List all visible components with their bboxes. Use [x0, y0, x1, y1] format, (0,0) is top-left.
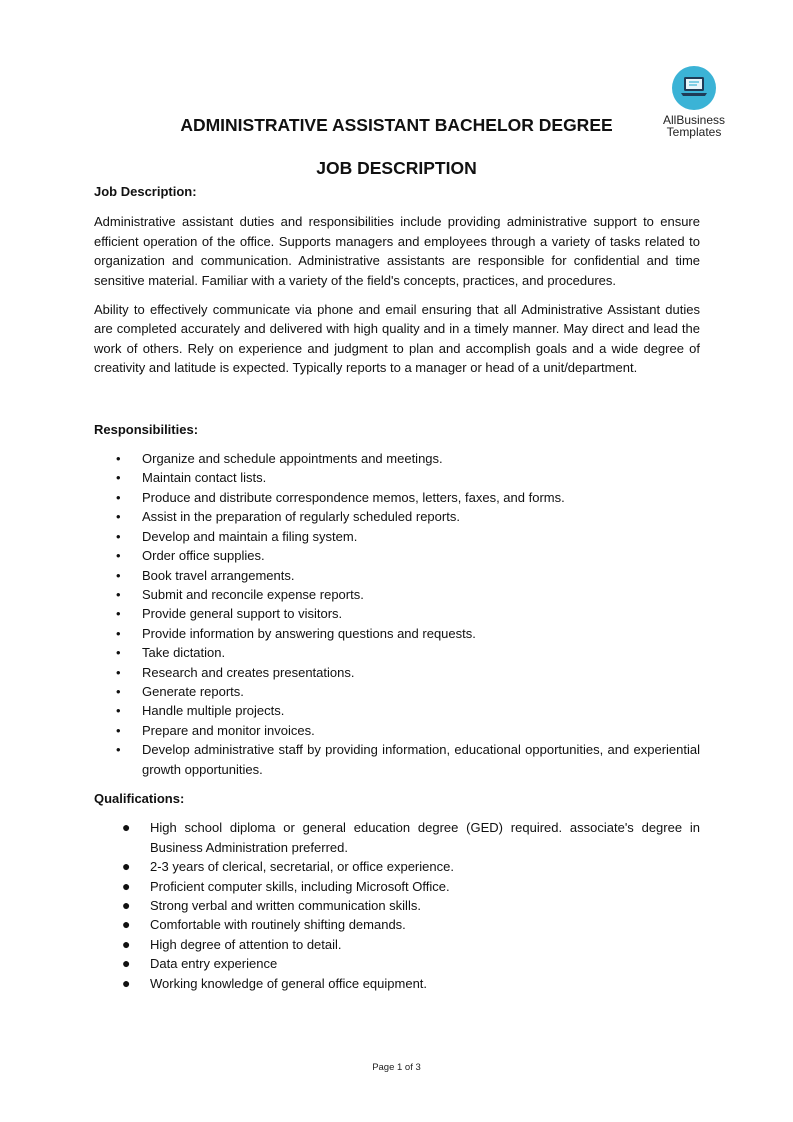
- qualifications-item: [122, 877, 700, 896]
- bullet-icon: •: [116, 451, 121, 467]
- responsibilities-item-text: Assist in the preparation of regularly scheduled reports.: [142, 509, 460, 525]
- responsibilities-heading: Responsibilities:: [94, 421, 199, 437]
- responsibilities-item: [116, 604, 700, 623]
- responsibilities-item-text: Research and creates presentations.: [142, 664, 355, 680]
- responsibilities-item: [116, 701, 700, 720]
- job-description-paragraph-2: Ability to effectively communicate via phone and email ensuring that all Administrative Assistant duties are completed accurately and delivered with high quality and in a timely manner. May direct and lead the work of others. Rely on experience and judgment to plan and accomplish goals and a wide degree of creativity and latitude is expected. Typically reports to a manager or head of a unit/department.: [94, 302, 700, 376]
- responsibilities-item-text: Organize and schedule appointments and meetings.: [142, 451, 443, 467]
- logo-line-2: Templates: [666, 125, 722, 139]
- responsibilities-item: [116, 624, 700, 643]
- bullet-icon: •: [116, 470, 121, 486]
- bullet-icon: •: [116, 606, 121, 622]
- job-description-heading: Job Description:: [94, 184, 197, 199]
- job-description-paragraph-1: Administrative assistant duties and responsibilities include providing administrative support to ensure efficient operation of the office. Supports managers and employees through a variety of tasks related to organization and communication. Administrative assistants are responsible for confidential and time sensitive material. Familiar with a variety of the field's concepts, practices, and procedures.: [94, 214, 700, 288]
- qualifications-heading: Qualifications:: [94, 790, 185, 806]
- qualifications-item-text: 2-3 years of clerical, secretarial, or office experience.: [150, 859, 454, 875]
- bullet-icon: •: [116, 528, 121, 544]
- bullet-icon: ●: [122, 955, 131, 972]
- responsibilities-item: [116, 468, 700, 487]
- responsibilities-item-text: Maintain contact lists.: [142, 470, 267, 486]
- responsibilities-item-text: Submit and reconcile expense reports.: [142, 586, 364, 602]
- qualifications-item-text: Working knowledge of general office equipment.: [150, 975, 428, 991]
- qualifications-item-text: High school diploma or general education degree (GED) required. associate's degree in Business Administration preferred.: [150, 820, 700, 855]
- responsibilities-item: [116, 449, 700, 468]
- bullet-icon: •: [116, 489, 121, 505]
- qualifications-item: [122, 954, 700, 973]
- bullet-icon: ●: [122, 916, 131, 933]
- responsibilities-item-text: Order office supplies.: [142, 548, 265, 564]
- qualifications-item: [122, 896, 700, 915]
- responsibilities-item-text: Book travel arrangements.: [142, 567, 295, 583]
- bullet-icon: •: [116, 742, 121, 758]
- responsibilities-item-text: Take dictation.: [142, 645, 226, 661]
- responsibilities-item-text: Generate reports.: [142, 683, 244, 699]
- qualifications-item-text: Comfortable with routinely shifting demands.: [150, 917, 406, 933]
- responsibilities-item-text: Produce and distribute correspondence memos, letters, faxes, and forms.: [142, 489, 565, 505]
- responsibilities-item: [116, 682, 700, 701]
- responsibilities-item-text: Provide information by answering questions and requests.: [142, 625, 476, 641]
- responsibilities-item: [116, 488, 700, 507]
- responsibilities-item-text: Develop and maintain a filing system.: [142, 528, 358, 544]
- qualifications-item-text: High degree of attention to detail.: [150, 936, 342, 952]
- bullet-icon: ●: [122, 897, 131, 913]
- bullet-icon: •: [116, 625, 121, 641]
- qualifications-item: [122, 818, 700, 857]
- bullet-icon: •: [116, 703, 121, 719]
- responsibilities-item: [116, 566, 700, 585]
- bullet-icon: •: [116, 586, 121, 602]
- page-number: Page 1 of 3: [372, 1062, 421, 1073]
- qualifications-item-text: Proficient computer skills, including Microsoft Office.: [150, 878, 450, 894]
- laptop-icon: [672, 66, 716, 110]
- bullet-icon: ●: [122, 858, 131, 875]
- bullet-icon: •: [116, 722, 121, 738]
- responsibilities-item-text: Prepare and monitor invoices.: [142, 722, 315, 738]
- bullet-icon: ●: [122, 877, 131, 894]
- responsibilities-item: [116, 507, 700, 526]
- bullet-icon: •: [116, 509, 121, 525]
- qualifications-item: [122, 857, 700, 876]
- qualifications-item: [122, 915, 700, 934]
- responsibilities-item: [116, 721, 700, 740]
- qualifications-list: [94, 818, 700, 993]
- qualifications-item: [122, 974, 700, 993]
- qualifications-item: [122, 935, 700, 954]
- qualifications-item-text: Data entry experience: [150, 956, 278, 972]
- responsibilities-item: [116, 527, 700, 546]
- bullet-icon: ●: [122, 819, 131, 836]
- bullet-icon: •: [116, 567, 121, 583]
- logo-line-1: AllBusiness: [662, 113, 726, 127]
- bullet-icon: •: [116, 548, 121, 564]
- document-title: ADMINISTRATIVE ASSISTANT BACHELOR DEGREE: [180, 115, 613, 135]
- responsibilities-item: [116, 643, 700, 662]
- responsibilities-item-text: Develop administrative staff by providing information, educational opportunities, and experiential growth opportunities.: [142, 742, 700, 777]
- bullet-icon: •: [116, 645, 121, 661]
- responsibilities-item: [116, 546, 700, 565]
- responsibilities-item-text: Handle multiple projects.: [142, 703, 285, 719]
- bullet-icon: ●: [122, 974, 131, 991]
- qualifications-item-text: Strong verbal and written communication skills.: [150, 898, 421, 913]
- responsibilities-item: [116, 740, 700, 779]
- bullet-icon: •: [116, 683, 121, 699]
- responsibilities-item: [116, 585, 700, 604]
- document-subtitle: JOB DESCRIPTION: [316, 158, 477, 178]
- responsibilities-item-text: Provide general support to visitors.: [142, 606, 343, 622]
- responsibilities-item: [116, 663, 700, 682]
- responsibilities-list: [94, 449, 700, 779]
- document-body: [94, 182, 700, 993]
- bullet-icon: •: [116, 664, 121, 680]
- bullet-icon: ●: [122, 935, 131, 952]
